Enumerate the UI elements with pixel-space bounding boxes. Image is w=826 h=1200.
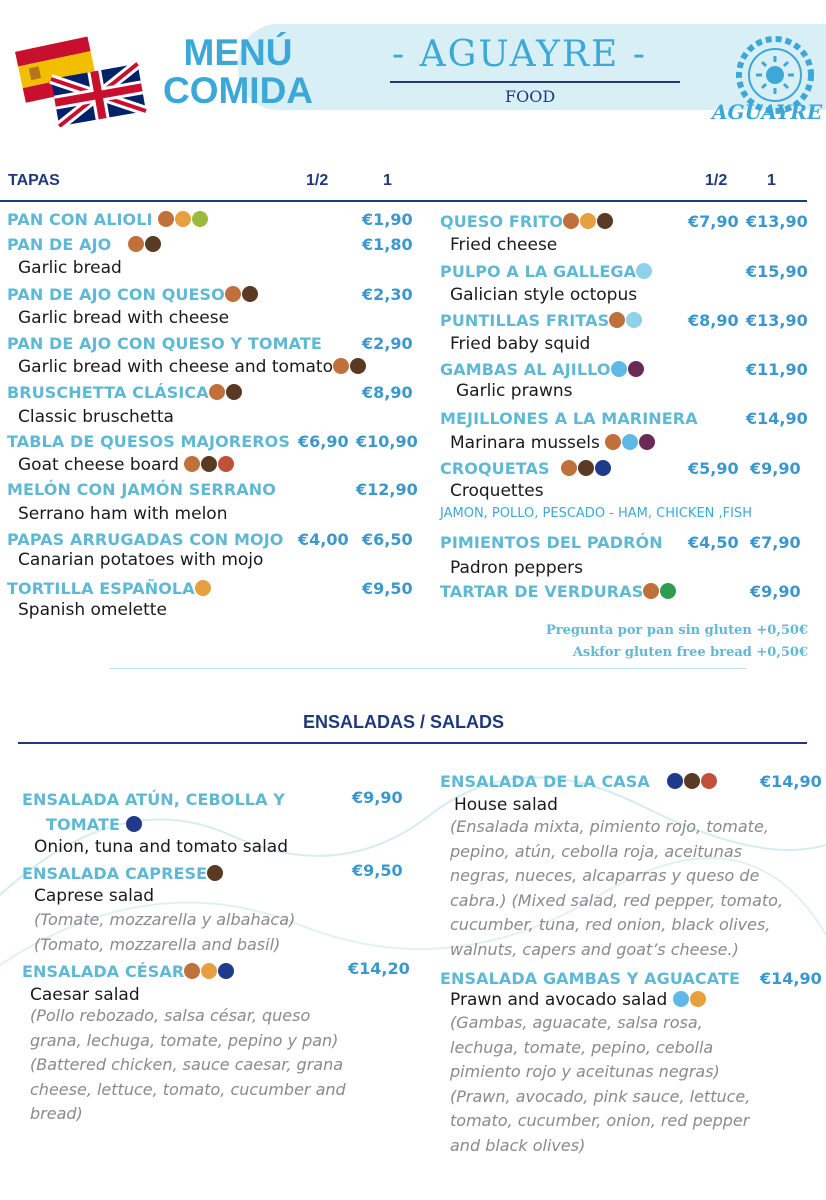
salad-description	[450, 1011, 750, 1158]
milk-icon	[201, 456, 217, 472]
menu-title-line1: MENÚ	[183, 32, 293, 73]
desc-line: cheese, lettuce, tomato, cucumber and	[30, 1079, 346, 1099]
brand-name: - AGUAYRE -	[392, 34, 647, 75]
brand-underline	[390, 81, 680, 83]
item-price: €1,80	[362, 235, 413, 254]
salad-description	[450, 815, 783, 962]
salad-english: Caesar salad	[30, 985, 140, 1005]
item-english: Fried cheese	[450, 235, 558, 255]
logo-text: AGUAYRE	[712, 100, 823, 124]
salad-name: ENSALADA ATÚN, CEBOLLA Y	[22, 790, 285, 809]
egg-icon	[175, 211, 191, 227]
desc-line: negras, nueces, alcaparras y queso de	[450, 866, 760, 885]
gluten-note-en: Askfor gluten free bread +0,50€	[572, 645, 808, 660]
egg-icon	[690, 991, 706, 1007]
salad-price: €14,20	[348, 959, 410, 978]
item-name: QUESO FRITO	[440, 212, 564, 231]
item-english-text: Garlic bread with cheese and tomato	[18, 357, 333, 377]
salad-english: Caprese salad	[34, 886, 155, 906]
item-price-half: €6,90	[298, 432, 349, 451]
menu-item	[7, 334, 322, 353]
crab-icon	[611, 361, 627, 377]
wheat-icon	[609, 312, 625, 328]
item-price: €8,90	[362, 383, 413, 402]
menu-title-line2: COMIDA	[162, 70, 314, 111]
desc-line: lechuga, tomate, pepino, cebolla	[450, 1037, 714, 1057]
milk-icon	[597, 213, 613, 229]
wheat-icon	[643, 583, 659, 599]
subtitle: FOOD	[505, 87, 556, 106]
item-price-half: €4,00	[298, 530, 349, 549]
wheat-icon	[563, 213, 579, 229]
item-english: Garlic bread	[18, 258, 122, 278]
crab-icon	[622, 434, 638, 450]
item-price-half: €4,50	[688, 533, 739, 552]
item-english: Garlic bread with cheese	[18, 308, 230, 328]
sulphite-icon	[639, 434, 655, 450]
menu-item	[7, 235, 162, 254]
salad-price: €9,50	[352, 861, 403, 880]
salad-name-text: ENSALADA DE LA CASA	[440, 772, 650, 791]
wheat-icon	[225, 286, 241, 302]
item-price: €1,90	[362, 210, 413, 229]
item-english-text: Goat cheese board	[18, 455, 179, 475]
desc-line: cucumber, tuna, red onion, black olives,	[450, 915, 771, 934]
salads-rule	[18, 742, 807, 744]
item-price: €12,90	[356, 480, 418, 499]
egg-icon	[195, 580, 211, 596]
wheat-icon	[184, 456, 200, 472]
salad-name-text: ENSALADA CAPRESE	[22, 864, 208, 883]
menu-item	[7, 480, 276, 499]
fish-icon	[218, 963, 234, 979]
milk-icon	[145, 236, 161, 252]
tapas-rule	[0, 200, 807, 202]
salad-english: Onion, tuna and tomato salad	[34, 837, 289, 857]
desc-line: (Gambas, aguacate, salsa rosa,	[450, 1013, 703, 1032]
desc-line: cabra.) (Mixed salad, red pepper, tomato,	[450, 890, 784, 910]
desc-line: (Prawn, avocado, pink sauce, lettuce,	[450, 1086, 751, 1106]
gluten-note-es: Pregunta por pan sin gluten +0,50€	[545, 623, 808, 638]
item-name: CROQUETAS	[440, 459, 550, 478]
salad-description	[30, 1004, 346, 1127]
item-price: €13,90	[746, 311, 808, 330]
item-variants: JAMON, POLLO, PESCADO - HAM, CHICKEN ,FISH	[440, 506, 752, 521]
menu-item	[440, 360, 645, 379]
shell-icon	[626, 312, 642, 328]
fish-icon	[126, 816, 142, 832]
menu-item	[7, 285, 259, 304]
item-price-half: €8,90	[688, 311, 739, 330]
item-name: MEJILLONES A LA MARINERA	[440, 409, 698, 428]
menu-item	[440, 212, 614, 231]
item-price: €14,90	[746, 409, 808, 428]
item-name: BRUSCHETTA CLÁSICA	[7, 383, 209, 402]
item-price: €13,90	[746, 212, 808, 231]
item-english	[18, 357, 367, 377]
fish-icon	[667, 773, 683, 789]
salad-name: ENSALADA GAMBAS Y AGUACATE	[440, 969, 741, 988]
item-name: PAN DE AJO CON QUESO	[7, 285, 225, 304]
item-english: Galician style octopus	[450, 285, 638, 305]
item-name: TORTILLA ESPAÑOLA	[7, 579, 195, 598]
item-english: Fried baby squid	[450, 334, 591, 354]
tapas-heading: TAPAS	[8, 172, 60, 189]
col-half-heading: 1/2	[306, 172, 329, 189]
milk-icon	[242, 286, 258, 302]
desc-line: pimiento rojo y aceitunas negras)	[450, 1062, 720, 1081]
wheat-icon	[561, 460, 577, 476]
celery-icon	[701, 773, 717, 789]
desc-line: tomato, cucumber, onion, red pepper	[450, 1111, 750, 1130]
item-name: PUNTILLAS FRITAS	[440, 311, 610, 330]
item-price-half: €7,90	[688, 212, 739, 231]
desc-line: (Tomato, mozzarella and basil)	[34, 934, 281, 954]
desc-line: (Pollo rebozado, salsa césar, queso	[30, 1006, 311, 1025]
menu-item	[440, 262, 653, 281]
wheat-icon	[128, 236, 144, 252]
crab-icon	[673, 991, 689, 1007]
item-english: Canarian potatoes with mojo	[18, 550, 264, 570]
milk-icon	[684, 773, 700, 789]
item-price: €6,50	[362, 530, 413, 549]
desc-line: pepino, atún, cebolla roja, aceitunas	[450, 841, 742, 861]
desc-line: (Battered chicken, sauce caesar, grana	[30, 1055, 344, 1074]
menu-item	[440, 459, 612, 478]
wheat-icon	[333, 358, 349, 374]
mustard-icon	[192, 211, 208, 227]
salad-name	[22, 864, 224, 883]
col-half-heading-right: 1/2	[705, 172, 728, 189]
wheat-icon	[158, 211, 174, 227]
item-name: GAMBAS AL AJILLO	[440, 360, 611, 379]
milk-icon	[350, 358, 366, 374]
item-price: €10,90	[356, 432, 418, 451]
fish-icon	[595, 460, 611, 476]
menu-item	[7, 432, 290, 451]
item-english: Serrano ham with melon	[18, 504, 228, 524]
salads-heading: ENSALADAS / SALADS	[303, 712, 505, 732]
wheat-icon	[605, 434, 621, 450]
item-name: PAN DE AJO	[7, 235, 112, 254]
menu-title	[150, 34, 326, 110]
menu-item	[440, 409, 698, 428]
shell-icon	[636, 263, 652, 279]
salad-english	[450, 990, 707, 1010]
item-name: PAN CON ALIOLI	[7, 210, 153, 229]
menu-item	[440, 311, 643, 330]
item-english	[450, 433, 656, 453]
egg-icon	[580, 213, 596, 229]
item-english	[18, 455, 235, 475]
flags-icon	[14, 22, 149, 127]
menu-item	[7, 579, 212, 598]
menu-item	[440, 582, 677, 601]
wheat-icon	[184, 963, 200, 979]
col-full-heading-right: 1	[767, 172, 776, 189]
item-price: €15,90	[746, 262, 808, 281]
desc-line: (Ensalada mixta, pimiento rojo, tomate,	[450, 817, 769, 836]
sulphite-icon	[628, 361, 644, 377]
salad-name	[440, 772, 718, 791]
item-english: Croquettes	[450, 481, 544, 501]
item-price-half: €5,90	[688, 459, 739, 478]
item-price: €9,90	[750, 459, 801, 478]
item-english: Padron peppers	[450, 558, 584, 578]
menu-item	[7, 383, 243, 402]
salad-name-text: TOMATE	[46, 815, 121, 834]
leaf-icon	[660, 583, 676, 599]
salad-name-line2	[46, 815, 143, 834]
egg-icon	[201, 963, 217, 979]
desc-line: walnuts, capers and goat’s cheese.)	[450, 939, 739, 959]
celery-icon	[218, 456, 234, 472]
item-price: €2,90	[362, 334, 413, 353]
menu-item	[7, 210, 209, 229]
salad-english: House salad	[454, 795, 558, 815]
salad-price: €14,90	[760, 969, 822, 988]
salad-english-text: Prawn and avocado salad	[450, 990, 668, 1010]
desc-line: (Tomate, mozzarella y albahaca)	[34, 910, 296, 929]
salad-name	[22, 962, 235, 981]
menu-item	[7, 530, 283, 549]
item-price: €9,50	[362, 579, 413, 598]
salad-price: €9,90	[352, 788, 403, 807]
milk-icon	[207, 865, 223, 881]
item-name: PULPO A LA GALLEGA	[440, 262, 637, 281]
item-price: €11,90	[746, 360, 808, 379]
item-name: TARTAR DE VERDURAS	[440, 582, 644, 601]
item-name: PAN DE AJO CON QUESO Y TOMATE	[7, 334, 322, 353]
wheat-icon	[209, 384, 225, 400]
desc-line: and black olives)	[450, 1135, 586, 1155]
item-price: €9,90	[750, 582, 801, 601]
salad-price: €14,90	[760, 772, 822, 791]
col-full-heading: 1	[383, 172, 392, 189]
item-name: PAPAS ARRUGADAS CON MOJO	[7, 530, 284, 549]
salad-name-text: ENSALADA CÉSAR	[22, 962, 185, 981]
item-name: MELÓN CON JAMÓN SERRANO	[7, 480, 276, 499]
item-price: €2,30	[362, 285, 413, 304]
item-english: Classic bruschetta	[18, 407, 174, 427]
desc-line: grana, lechuga, tomate, pepino y pan)	[30, 1030, 339, 1050]
item-name: PIMIENTOS DEL PADRÓN	[440, 533, 663, 552]
item-english-text: Marinara mussels	[450, 433, 600, 453]
milk-icon	[578, 460, 594, 476]
section-divider	[110, 668, 746, 669]
item-name: TABLA DE QUESOS MAJOREROS	[7, 432, 290, 451]
desc-line: bread)	[30, 1104, 83, 1123]
item-price: €7,90	[750, 533, 801, 552]
milk-icon	[226, 384, 242, 400]
salad-description	[34, 908, 295, 957]
item-english: Garlic prawns	[456, 381, 573, 401]
item-english: Spanish omelette	[18, 600, 167, 620]
menu-item	[440, 533, 663, 552]
